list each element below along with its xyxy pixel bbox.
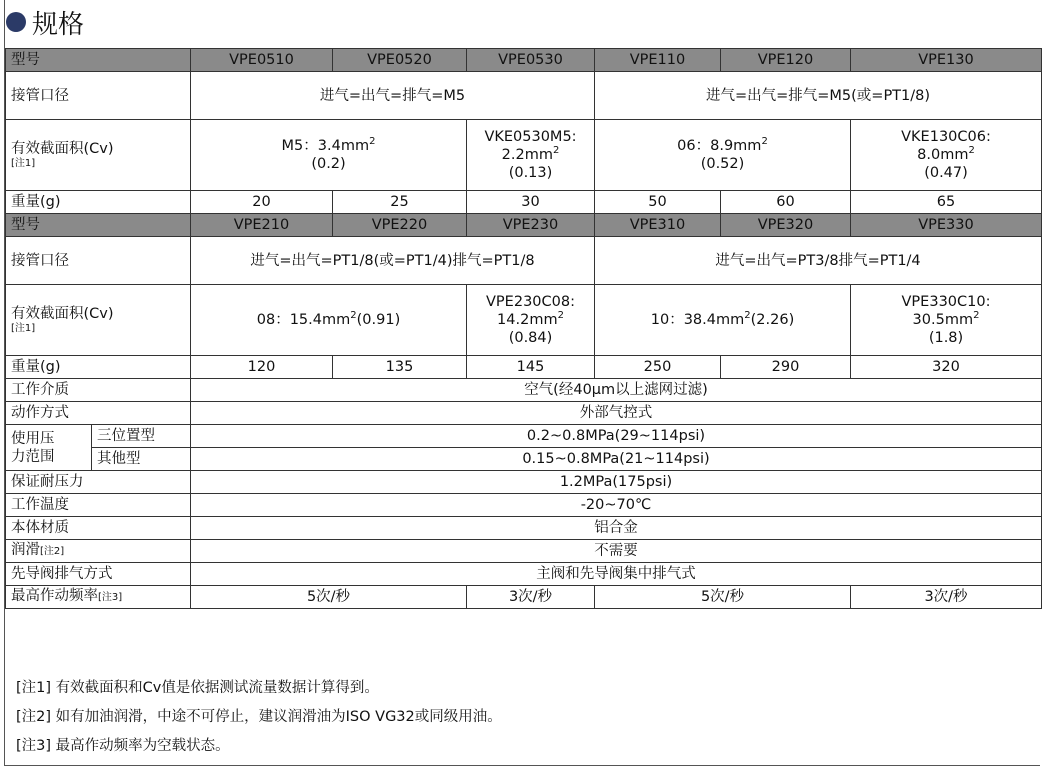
t2-weight-row — [6, 356, 1042, 379]
t2-port-a: 进气=出气=PT1/8(或=PT1/4)排气=PT1/8 — [191, 237, 595, 285]
t2-weight: 145 — [467, 356, 595, 379]
medium-value: 空气(经40μm以上滤网过滤) — [191, 379, 1042, 402]
t1-cv-d-main: 8.0mm — [917, 147, 969, 163]
t2-cv-c-main: 10：38.4mm — [650, 312, 745, 328]
t1-cv-c — [595, 120, 851, 191]
t2-model: VPE330 — [851, 214, 1042, 237]
t2-model: VPE230 — [467, 214, 595, 237]
pressure-label-l2: 力范围 — [11, 448, 55, 465]
footnote: [注1] 有效截面积和Cv值是依据测试流量数据计算得到。 — [16, 680, 379, 696]
material-value: 铝合金 — [191, 517, 1042, 540]
t2-weight: 290 — [721, 356, 851, 379]
section-title — [6, 4, 84, 40]
t2-model: VPE320 — [721, 214, 851, 237]
t1-cv-label: 有效截面积(Cv) — [11, 141, 114, 157]
proof-value: 1.2MPa(175psi) — [191, 471, 1042, 494]
action-value: 外部气控式 — [191, 402, 1042, 425]
temp-label: 工作温度 — [6, 494, 191, 517]
material-label: 本体材质 — [6, 517, 191, 540]
t2-cv-d-main: 30.5mm — [912, 312, 974, 328]
t1-weight: 25 — [333, 191, 467, 214]
t1-port-label: 接管口径 — [6, 72, 191, 120]
t2-cv-d-l1: VPE330C10: — [901, 294, 991, 310]
lube-value: 不需要 — [191, 540, 1042, 563]
t2-cv-b-sup: 2 — [557, 310, 564, 322]
t1-port-a: 进气=出气=排气=M5 — [191, 72, 595, 120]
bullet-icon — [6, 12, 26, 32]
three-pos-label: 三位置型 — [92, 425, 191, 448]
t1-weight: 60 — [721, 191, 851, 214]
freq-note: [注3] — [98, 592, 123, 603]
t1-cv-b — [467, 120, 595, 191]
t2-model: VPE220 — [333, 214, 467, 237]
freq-value: 3次/秒 — [467, 586, 595, 609]
t2-model-label: 型号 — [6, 214, 191, 237]
t1-port-row — [6, 72, 1042, 120]
action-row — [6, 402, 1042, 425]
t2-model-row — [6, 214, 1042, 237]
t2-cv-row — [6, 285, 1042, 356]
t2-weight: 320 — [851, 356, 1042, 379]
lube-note: [注2] — [40, 546, 65, 557]
footnote: [注3] 最高作动频率为空载状态。 — [16, 738, 230, 754]
t2-cv-a-main: 08：15.4mm — [256, 312, 351, 328]
t1-cv-a — [191, 120, 467, 191]
t1-model: VPE130 — [851, 49, 1042, 72]
t1-cv-d-sub: (0.47) — [924, 165, 968, 181]
t2-cv-label-cell — [6, 285, 191, 356]
proof-label: 保证耐压力 — [6, 471, 191, 494]
action-label: 动作方式 — [6, 402, 191, 425]
t1-weight: 65 — [851, 191, 1042, 214]
t2-cv-c — [595, 285, 851, 356]
t1-cv-a-sup: 2 — [369, 136, 376, 148]
t1-cv-d — [851, 120, 1042, 191]
t1-cv-c-sub: (0.52) — [700, 156, 745, 172]
t2-cv-c-sup: 2 — [744, 310, 751, 322]
t1-cv-b-main: 2.2mm — [501, 147, 553, 163]
t2-weight: 135 — [333, 356, 467, 379]
pressure-row-three — [6, 425, 1042, 448]
t2-cv-a-sup: 2 — [350, 310, 357, 322]
t1-weight-label: 重量(g) — [6, 191, 191, 214]
t1-cv-a-main: M5：3.4mm — [281, 138, 370, 154]
freq-value: 5次/秒 — [595, 586, 851, 609]
t2-cv-b — [467, 285, 595, 356]
t2-cv-b-main: 14.2mm — [497, 312, 558, 328]
other-value: 0.15~0.8MPa(21~114psi) — [191, 448, 1042, 471]
temp-value: -20~70℃ — [191, 494, 1042, 517]
pressure-label — [6, 425, 92, 471]
pilot-label: 先导阀排气方式 — [6, 563, 191, 586]
t2-cv-d-sub: (1.8) — [928, 330, 964, 346]
t1-model-label: 型号 — [6, 49, 191, 72]
t2-port-b: 进气=出气=PT3/8排气=PT1/4 — [595, 237, 1042, 285]
t1-weight: 30 — [467, 191, 595, 214]
t1-model-row — [6, 49, 1042, 72]
freq-label: 最高作动频率 — [11, 588, 98, 604]
t1-model: VPE110 — [595, 49, 721, 72]
t2-cv-label: 有效截面积(Cv) — [11, 306, 114, 322]
t1-cv-b-sup: 2 — [552, 145, 560, 157]
t1-cv-c-main: 06：8.9mm — [677, 138, 762, 154]
freq-label-cell — [6, 586, 191, 609]
t1-cv-b-l1: VKE0530M5: — [484, 129, 577, 145]
t1-model: VPE0520 — [333, 49, 467, 72]
t2-cv-b-l1: VPE230C08: — [486, 294, 575, 310]
t2-weight: 250 — [595, 356, 721, 379]
freq-value: 3次/秒 — [851, 586, 1042, 609]
t2-cv-a — [191, 285, 467, 356]
freq-row — [6, 586, 1042, 609]
footnote: [注2] 如有加油润滑，中途不可停止，建议润滑油为ISO VG32或同级用油。 — [16, 709, 502, 725]
pressure-label-l1: 使用压 — [11, 430, 55, 447]
t2-model: VPE210 — [191, 214, 333, 237]
pilot-value: 主阀和先导阀集中排气式 — [191, 563, 1042, 586]
pilot-row — [6, 563, 1042, 586]
other-label: 其他型 — [92, 448, 191, 471]
spec-table — [5, 48, 1042, 609]
t1-port-b: 进气=出气=排气=M5(或=PT1/8) — [595, 72, 1042, 120]
lube-label-cell — [6, 540, 191, 563]
t1-cv-label-cell — [6, 120, 191, 191]
pressure-row-other — [6, 448, 1042, 471]
t1-cv-note: [注1] — [11, 158, 36, 169]
t2-cv-d-sup: 2 — [973, 310, 980, 322]
t2-port-label: 接管口径 — [6, 237, 191, 285]
t2-weight-label: 重量(g) — [6, 356, 191, 379]
proof-row — [6, 471, 1042, 494]
freq-value: 5次/秒 — [191, 586, 467, 609]
t1-cv-d-sup: 2 — [968, 145, 975, 157]
t2-cv-b-sub: (0.84) — [508, 330, 553, 346]
temp-row — [6, 494, 1042, 517]
t1-cv-b-sub: (0.13) — [508, 165, 553, 181]
three-pos-value: 0.2~0.8MPa(29~114psi) — [191, 425, 1042, 448]
medium-row — [6, 379, 1042, 402]
t1-weight: 20 — [191, 191, 333, 214]
material-row — [6, 517, 1042, 540]
t1-model: VPE120 — [721, 49, 851, 72]
t2-model: VPE310 — [595, 214, 721, 237]
t1-weight: 50 — [595, 191, 721, 214]
t2-port-row — [6, 237, 1042, 285]
t2-cv-a-tail: (0.91) — [356, 312, 401, 328]
t1-cv-row — [6, 120, 1042, 191]
t1-cv-c-sup: 2 — [761, 136, 768, 148]
t2-cv-d — [851, 285, 1042, 356]
t2-cv-note: [注1] — [11, 323, 36, 334]
t1-weight-row — [6, 191, 1042, 214]
medium-label: 工作介质 — [6, 379, 191, 402]
t1-model: VPE0530 — [467, 49, 595, 72]
lube-label: 润滑 — [11, 542, 40, 558]
t2-cv-c-tail: (2.26) — [750, 312, 795, 328]
footnotes — [16, 674, 502, 761]
t1-model: VPE0510 — [191, 49, 333, 72]
section-title-text: 规格 — [32, 9, 85, 40]
lube-row — [6, 540, 1042, 563]
t1-cv-a-sub: (0.2) — [311, 156, 346, 172]
t2-weight: 120 — [191, 356, 333, 379]
t1-cv-d-l1: VKE130C06: — [901, 129, 991, 145]
